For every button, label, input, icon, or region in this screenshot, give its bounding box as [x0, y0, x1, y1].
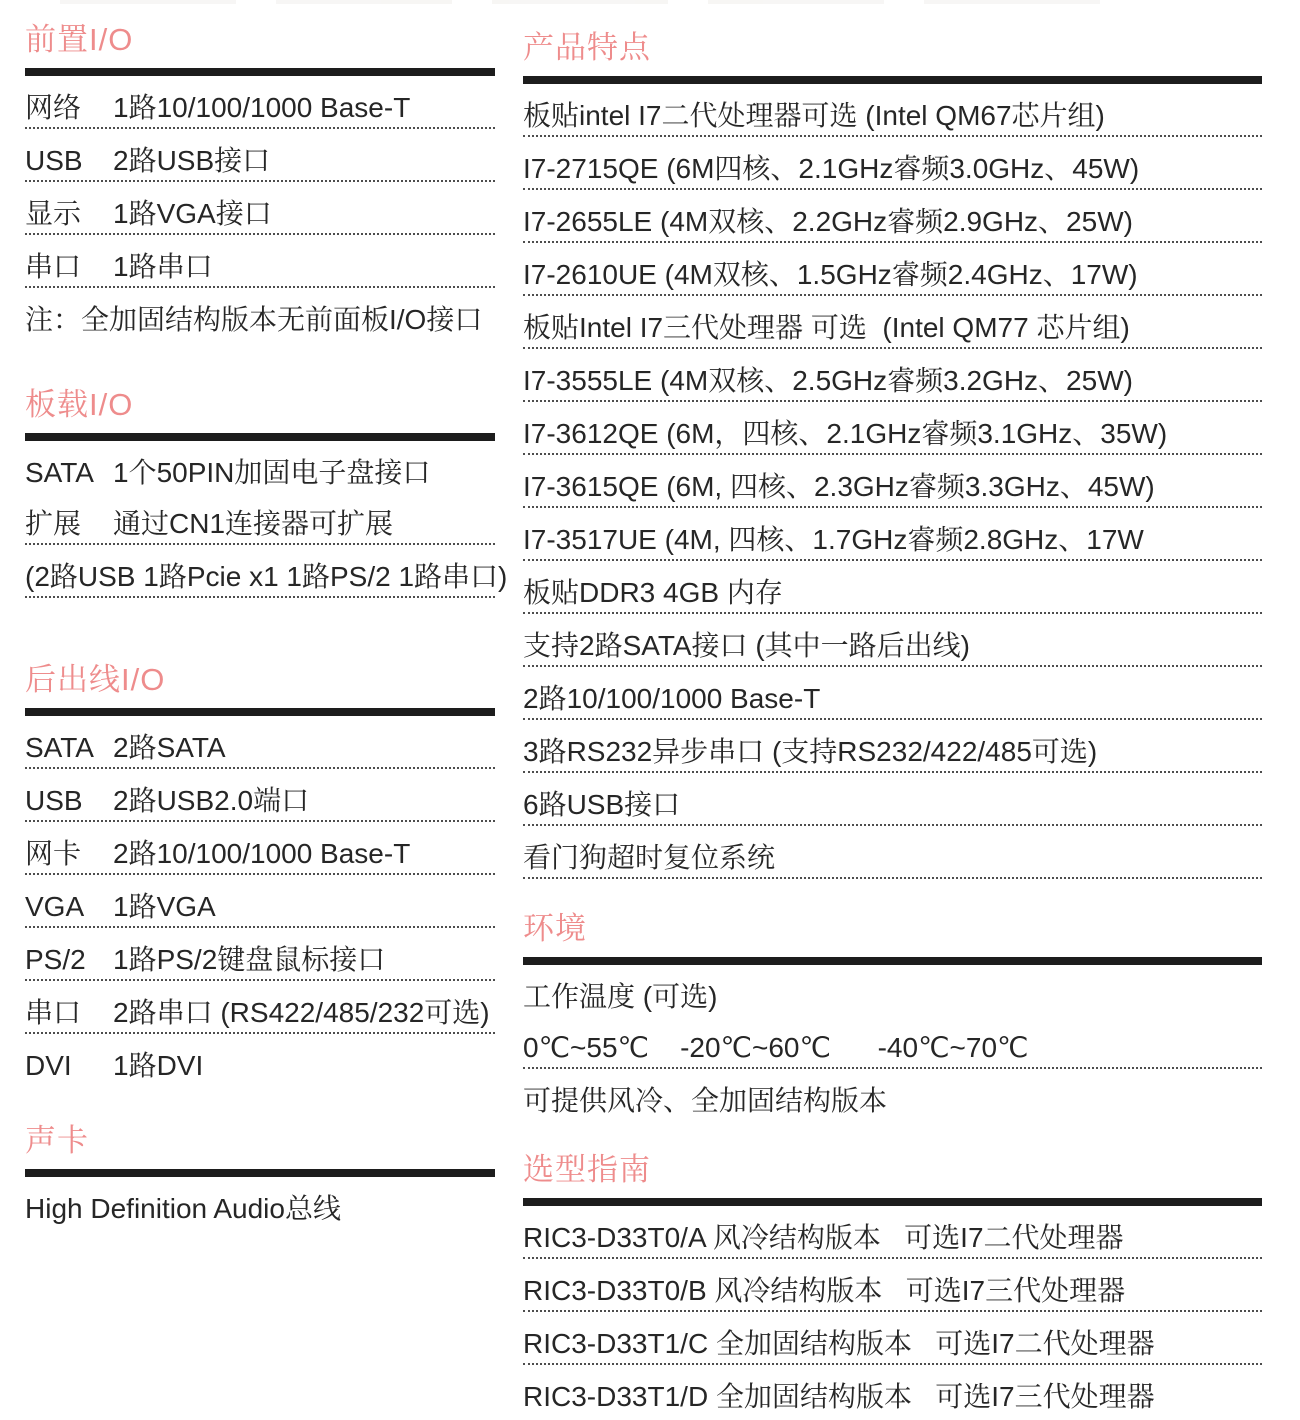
section-title-rear-io: 后出线I/O [25, 662, 166, 697]
spec-text: 工作温度 (可选) [523, 981, 718, 1012]
spec-row [25, 129, 495, 182]
spec-rows [25, 1177, 495, 1228]
spec-text: 可提供风冷、全加固结构版本 [523, 1085, 888, 1116]
spec-row [523, 1259, 1262, 1312]
spec-label: 串口 [25, 251, 82, 282]
spec-row [523, 508, 1262, 561]
spec-row [523, 1016, 1262, 1069]
spec-label: 网卡 [25, 838, 82, 869]
spec-value: 2路SATA [113, 732, 226, 763]
spec-row [523, 402, 1262, 455]
spec-text: 板贴Intel I7三代处理器 可选 (Intel QM77 芯片组) [523, 312, 1130, 343]
spec-text: I7-2715QE (6M四核、2.1GHz睿频3.0GHz、45W) [523, 153, 1140, 184]
right-column [523, 0, 1262, 1416]
section-divider [25, 68, 495, 76]
spec-row [523, 1069, 1262, 1120]
spec-label: 扩展 [25, 508, 82, 539]
spec-label: PS/2 [25, 944, 86, 975]
spec-row [523, 190, 1262, 243]
spec-row [25, 492, 495, 545]
spec-row [523, 1312, 1262, 1365]
section-environment [523, 909, 1262, 1120]
spec-row [523, 137, 1262, 190]
spec-text: 6路USB接口 [523, 789, 681, 820]
section-divider [25, 708, 495, 716]
spec-rows [523, 965, 1262, 1120]
spec-label: 显示 [25, 198, 82, 229]
spec-text: RIC3-D33T0/A 风冷结构版本 可选I7二代处理器 [523, 1222, 1124, 1253]
spec-text: I7-3612QE (6M，四核、2.1GHz睿频3.1GHz、35W) [523, 418, 1168, 449]
spec-row [25, 716, 495, 769]
spec-text: 0℃~55℃ -20℃~60℃ -40℃~70℃ [523, 1032, 1029, 1063]
section-title-environment: 环境 [523, 911, 587, 946]
spec-label: USB [25, 785, 83, 816]
left-column [25, 0, 508, 1228]
spec-row [25, 1034, 495, 1085]
spec-text: 注：全加固结构版本无前面板I/O接口 [25, 304, 483, 335]
section-selection-guide [523, 1150, 1262, 1416]
spec-value: 1个50PIN加固电子盘接口 [113, 457, 431, 488]
spec-label: SATA [25, 457, 94, 488]
spec-row [523, 773, 1262, 826]
spec-text: 板贴intel I7二代处理器可选 (Intel QM67芯片组) [523, 100, 1105, 131]
spec-row [25, 822, 495, 875]
section-title-front-io: 前置I/O [25, 22, 134, 57]
spec-row [523, 349, 1262, 402]
spec-value: 2路USB2.0端口 [113, 785, 310, 816]
spec-value: 2路10/100/1000 Base-T [113, 838, 411, 869]
spec-text: RIC3-D33T0/B 风冷结构版本 可选I7三代处理器 [523, 1275, 1126, 1306]
spec-row [523, 243, 1262, 296]
spec-row [25, 441, 495, 492]
spec-label: SATA [25, 732, 94, 763]
spec-rows [25, 441, 508, 598]
spec-rows [25, 76, 495, 339]
spec-row [523, 965, 1262, 1016]
spec-row [523, 455, 1262, 508]
spec-row [523, 1365, 1262, 1416]
spec-row [25, 288, 495, 339]
spec-row [523, 296, 1262, 349]
spec-text: 支持2路SATA接口 (其中一路后出线) [523, 630, 970, 661]
section-divider [523, 957, 1262, 965]
spec-text: 看门狗超时复位系统 [523, 842, 776, 873]
section-front-io [25, 20, 495, 339]
spec-row [25, 981, 495, 1034]
spec-text: I7-3555LE (4M双核、2.5GHz睿频3.2GHz、25W) [523, 365, 1133, 396]
spec-text: I7-2610UE (4M双核、1.5GHz睿频2.4GHz、17W) [523, 259, 1138, 290]
spec-label: 串口 [25, 997, 82, 1028]
section-title-features: 产品特点 [523, 30, 651, 65]
spec-row [25, 928, 495, 981]
spec-row [523, 826, 1262, 879]
section-features [523, 28, 1262, 879]
spec-rows [523, 1206, 1262, 1416]
section-divider [25, 433, 495, 441]
spec-text: RIC3-D33T1/D 全加固结构版本 可选I7三代处理器 [523, 1381, 1155, 1412]
spec-text: I7-2655LE (4M双核、2.2GHz睿频2.9GHz、25W) [523, 206, 1133, 237]
spec-row [523, 720, 1262, 773]
spec-value: 2路USB接口 [113, 145, 271, 176]
section-title-selection-guide: 选型指南 [523, 1152, 651, 1187]
spec-label: USB [25, 145, 83, 176]
spec-row [523, 667, 1262, 720]
spec-row [523, 84, 1262, 137]
spec-row [25, 1177, 495, 1228]
section-divider [25, 1169, 495, 1177]
spec-value: 1路串口 [113, 251, 213, 282]
spec-value: 通过CN1连接器可扩展 [113, 508, 394, 539]
spec-label: 网络 [25, 92, 82, 123]
spec-row [523, 561, 1262, 614]
spec-rows [523, 84, 1262, 879]
spec-row [25, 182, 495, 235]
spec-value: 1路VGA接口 [113, 198, 272, 229]
spec-row [25, 76, 495, 129]
section-divider [523, 1198, 1262, 1206]
spec-row [25, 545, 508, 598]
section-title-onboard-io: 板载I/O [25, 387, 134, 422]
section-title-audio: 声卡 [25, 1123, 89, 1158]
spec-text: RIC3-D33T1/C 全加固结构版本 可选I7二代处理器 [523, 1328, 1155, 1359]
spec-label: DVI [25, 1050, 72, 1081]
spec-label: VGA [25, 891, 85, 922]
spec-text: 板贴DDR3 4GB 内存 [523, 577, 783, 608]
spec-value: 1路10/100/1000 Base-T [113, 92, 411, 123]
spec-rows [25, 716, 495, 1085]
spec-text: 3路RS232异步串口 (支持RS232/422/485可选) [523, 736, 1098, 767]
spec-value: 1路PS/2键盘鼠标接口 [113, 944, 386, 975]
section-audio [25, 1121, 495, 1228]
spec-row [523, 1206, 1262, 1259]
section-rear-io [25, 660, 495, 1085]
section-divider [523, 76, 1262, 84]
spec-text: I7-3517UE (4M, 四核、1.7GHz睿频2.8GHz、17W [523, 524, 1144, 555]
spec-row [25, 235, 495, 288]
spec-row [523, 614, 1262, 667]
spec-value: 1路VGA [113, 891, 216, 922]
section-onboard-io [25, 385, 508, 598]
spec-value: 1路DVI [113, 1050, 204, 1081]
spec-text: I7-3615QE (6M, 四核、2.3GHz睿频3.3GHz、45W) [523, 471, 1155, 502]
spec-row [25, 875, 495, 928]
spec-text: High Definition Audio总线 [25, 1193, 341, 1224]
spec-text: 2路10/100/1000 Base-T [523, 683, 821, 714]
spec-row [25, 769, 495, 822]
spec-text: (2路USB 1路Pcie x1 1路PS/2 1路串口) [25, 561, 508, 592]
spec-value: 2路串口 (RS422/485/232可选) [113, 997, 490, 1028]
